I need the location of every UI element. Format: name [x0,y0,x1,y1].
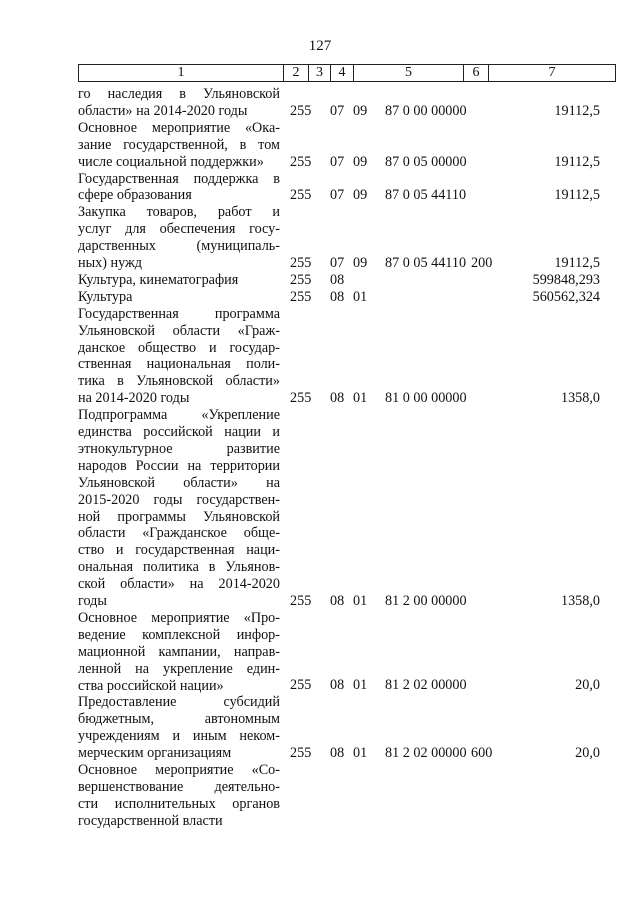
description-line: Подпрограмма «Укрепление [78,407,280,424]
code-section: 08 [330,288,345,305]
amount-value: 1358,0 [560,592,600,609]
description-line: данское общество и государ- [78,339,280,356]
row-description [78,407,280,610]
code-section: 07 [330,254,345,271]
amount-value: 20,0 [575,745,600,762]
code-section: 08 [330,677,345,694]
description-line: народов России на территории [78,457,280,474]
description-line: Основное мероприятие «Со- [78,762,280,778]
description-line: ных) нужд [78,255,143,272]
description-line: ональная политика в Ульянов- [78,559,280,576]
table-row [78,120,618,171]
header-col-1: 1 [79,65,284,82]
code-section: 08 [330,390,345,407]
code-admin: 255 [290,153,312,170]
description-line: годы [78,593,107,610]
description-line: услуг для обеспечения госу- [78,221,280,238]
description-line: ства российской нации» [78,677,224,694]
code-admin: 255 [290,390,312,407]
header-col-4: 4 [331,65,354,82]
code-subsection: 09 [353,254,368,271]
table-row [78,272,618,289]
table-row [78,407,618,610]
description-line: Ульяновской области» на [78,474,280,491]
code-section: 07 [330,102,345,119]
code-section: 07 [330,187,345,204]
code-subsection: 01 [353,592,368,609]
header-col-2: 2 [284,65,309,82]
code-section: 08 [330,271,345,288]
amount-value: 19112,5 [554,187,600,204]
description-line: учреждениям и иным неком- [78,728,280,745]
code-target-article: 81 2 00 00000 [385,592,467,609]
description-line: области» на 2014-2020 годы [78,102,248,119]
amount-value: 19112,5 [554,153,600,170]
code-target-article: 81 0 00 00000 [385,390,467,407]
header-col-7: 7 [489,65,616,82]
description-line: мационной кампании, направ- [78,643,280,660]
code-admin: 255 [290,254,312,271]
code-target-article: 87 0 05 00000 [385,153,467,170]
code-admin: 255 [290,592,312,609]
description-line: 2015-2020 годы государствен- [78,491,280,508]
code-section: 07 [330,153,345,170]
header-col-5: 5 [354,65,464,82]
code-target-article: 87 0 00 00000 [385,102,467,119]
description-line: числе социальной поддержки» [78,153,264,170]
row-description [78,204,280,272]
description-line: Культура [78,288,133,305]
code-target-article: 81 2 02 00000 [385,677,467,694]
description-line: вершенствование деятельно- [78,778,280,795]
code-section: 08 [330,592,345,609]
description-line: го наследия в Ульяновской [78,86,280,102]
amount-value: 599848,293 [532,271,600,288]
code-subsection: 01 [353,390,368,407]
description-line: Закупка товаров, работ и [78,204,280,221]
description-line: Основное мероприятие «Ока- [78,119,280,136]
code-subsection: 09 [353,102,368,119]
table-row [78,289,618,306]
description-line: единства российской нации и [78,424,280,440]
description-line: на 2014-2020 годы [78,390,190,407]
amount-value: 20,0 [575,677,600,694]
table-row [78,86,618,120]
code-subsection: 09 [353,187,368,204]
description-line: ственная национальная поли- [78,356,280,373]
description-line: сфере образования [78,187,192,204]
description-line: Предоставление субсидий [78,694,280,711]
code-admin: 255 [290,271,312,288]
amount-value: 1358,0 [560,390,600,407]
code-subsection: 01 [353,288,368,305]
table-row [78,306,618,407]
amount-value: 560562,324 [532,288,600,305]
description-line: ленной на укрепление един- [78,660,280,677]
description-line: тика в Ульяновской области» [78,373,280,390]
code-admin: 255 [290,677,312,694]
description-line: зание государственной, в том [78,136,280,153]
table-row [78,171,618,205]
amount-value: 19112,5 [554,102,600,119]
row-description [78,272,280,289]
code-subsection: 09 [353,153,368,170]
code-target-article: 87 0 05 44110 [385,254,467,271]
description-line: государственной власти [78,812,223,829]
description-line: Основное мероприятие «Про- [78,609,280,626]
table-row [78,610,618,695]
description-line: мерческим организациям [78,745,232,762]
code-expense-type: 200 [471,254,493,271]
description-line: ство и государственная наци- [78,542,280,559]
description-line: области «Гражданское обще- [78,525,280,542]
code-admin: 255 [290,288,312,305]
table-row [78,694,618,762]
description-line: Государственная программа [78,305,280,322]
code-target-article: 87 0 05 44110 [385,187,467,204]
column-header-row [78,64,616,82]
row-description [78,171,280,205]
header-col-6: 6 [464,65,489,82]
row-description [78,120,280,171]
row-description [78,762,280,830]
table-row [78,204,618,272]
description-line: Культура, кинематография [78,271,239,288]
code-subsection: 01 [353,677,368,694]
description-line: бюджетным, автономным [78,711,280,728]
description-line: ведение комплексной инфор- [78,626,280,643]
code-admin: 255 [290,745,312,762]
code-section: 08 [330,745,345,762]
row-description [78,610,280,695]
code-subsection: 01 [353,745,368,762]
row-description [78,694,280,762]
code-admin: 255 [290,102,312,119]
description-line: Ульяновской области «Граж- [78,322,280,339]
header-col-3: 3 [309,65,331,82]
description-line: дарственных (муниципаль- [78,238,280,255]
code-expense-type: 600 [471,745,493,762]
code-admin: 255 [290,187,312,204]
description-line: этнокультурное развитие [78,440,280,457]
page-number: 127 [308,38,332,54]
row-description [78,86,280,120]
description-line: ной программы Ульяновской [78,508,280,525]
code-target-article: 81 2 02 00000 [385,745,467,762]
description-line: ской области» на 2014-2020 [78,576,280,593]
row-description [78,306,280,407]
row-description [78,289,280,306]
amount-value: 19112,5 [554,254,600,271]
table-row [78,762,618,830]
description-line: сти исполнительных органов [78,795,280,812]
description-line: Государственная поддержка в [78,170,280,187]
